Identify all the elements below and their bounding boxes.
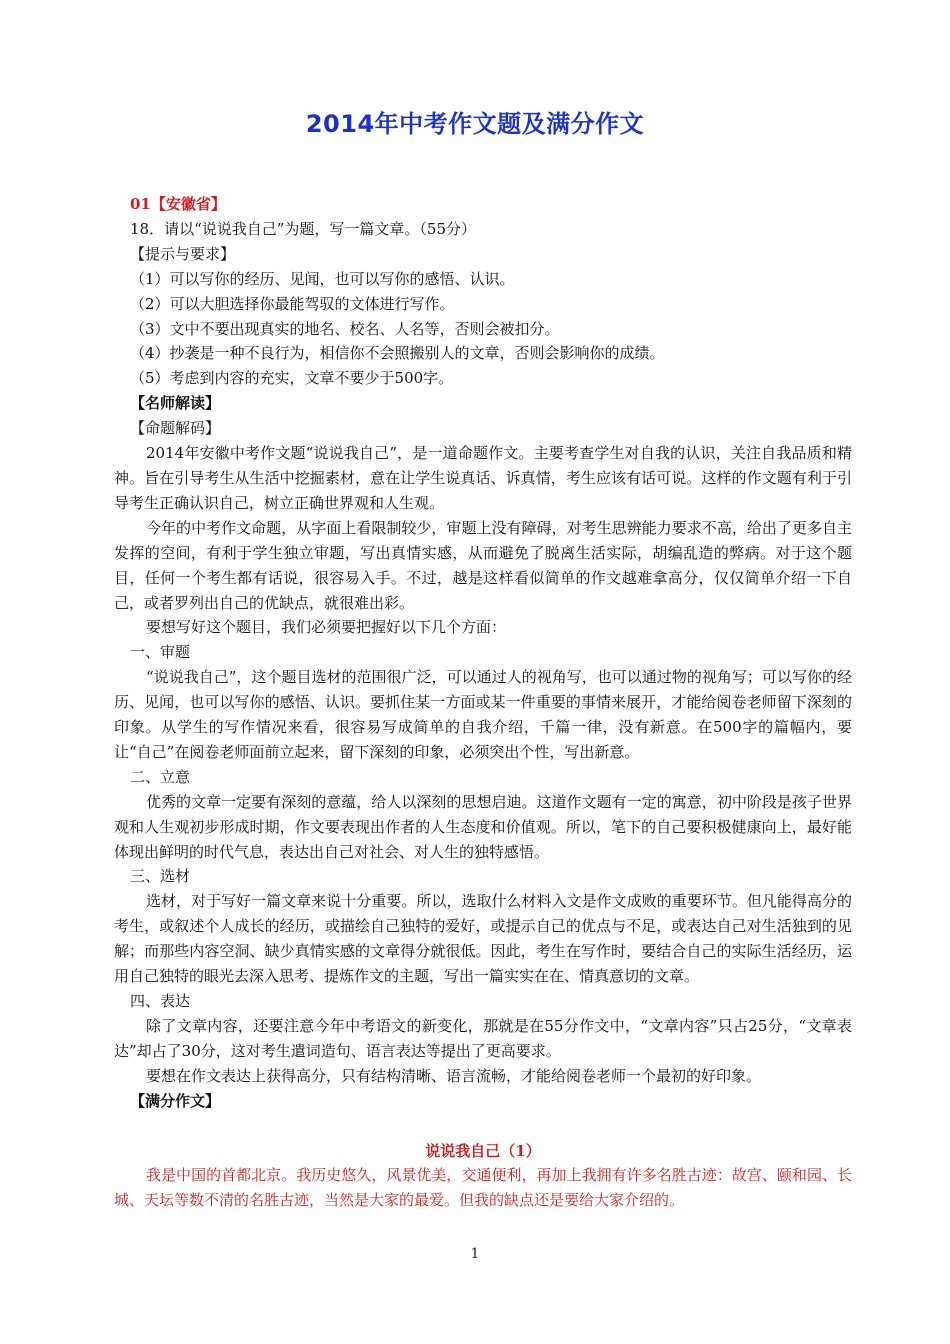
decode-paragraph: 要想写好这个题目，我们必须要把握好以下几个方面： <box>146 618 507 637</box>
hint-item: （4）抄袭是一种不良行为，相信你不会照搬别人的文章，否则会影响你的成绩。 <box>130 344 665 363</box>
decode-paragraph: 2014年安徽中考作文题“说说我自己”，是一道命题作文。主要考查学生对自我的认识，关注自我品质和精神。旨在引导考生从生活中挖掘素材，意在让学生说真话、诉真情，考生应该有话可说。这样的作文题有利于引导考生正确认识自己，树立正确世界观和人生观。 <box>114 444 852 512</box>
aspect-heading: 二、立意 <box>130 767 191 786</box>
hint-item: （3）文中不要出现真实的地名、校名、人名等，否则会被扣分。 <box>130 319 560 338</box>
hint-item: （5）考虑到内容的充实，文章不要少于500字。 <box>130 369 454 388</box>
document-title: 2014年中考作文题及满分作文 <box>305 110 645 138</box>
teacher-heading: 【名师解读】 <box>130 394 221 413</box>
fullmark-heading: 【满分作文】 <box>130 1091 221 1110</box>
hint-item: （1）可以写你的经历、见闻，也可以写你的感悟、认识。 <box>130 269 515 288</box>
hint-item: （2）可以大胆选择你最能驾驭的文体进行写作。 <box>130 294 455 313</box>
aspect-text: “说说我自己”，这个题目选材的范围很广泛，可以通过人的视角写，也可以通过物的视角写；可以写你的经历、见闻，也可以写你的感悟、认识。要抓住某一方面或某一件重要的事情来展开，才能给阅卷老师留下深刻的印象。从学生的写作情况来看，很容易写成简单的自我介绍，千篇一律，没有新意。在500字的篇幅内，要让“自己”在阅卷老师面前立起来，留下深刻的印象，必须突出个性，写出新意。 <box>114 668 852 761</box>
essay-title: 说说我自己（1） <box>425 1141 541 1160</box>
question-text: 18．请以“说说我自己”为题，写一篇文章。（55分） <box>130 219 477 238</box>
aspect-heading: 一、审题 <box>130 643 191 662</box>
aspect-text: 除了文章内容，还要注意今年中考语文的新变化，那就是在55分作文中，“文章内容”只占25分，“文章表达”却占了30分，这对考生遣词造句、语言表达等提出了更高要求。 <box>114 1016 852 1060</box>
aspect-text: 优秀的文章一定要有深刻的意蕴，给人以深刻的思想启迪。这道作文题有一定的寓意，初中阶段是孩子世界观和人生观初步形成时期，作文要表现出作者的人生态度和价值观。所以，笔下的自己要积极健康向上，最好能体现出鲜明的时代气息，表达出自己对社会、对人生的独特感悟。 <box>114 792 852 861</box>
page-number: 1 <box>470 1246 480 1262</box>
closing-paragraph: 要想在作文表达上获得高分，只有结构清晰、语言流畅，才能给阅卷老师一个最初的好印象。 <box>146 1066 762 1085</box>
document-body <box>114 192 852 1213</box>
hints-heading: 【提示与要求】 <box>130 244 236 263</box>
decode-paragraph: 今年的中考作文命题，从字面上看限制较少，审题上没有障碍，对考生思辨能力要求不高，给出了更多自主发挥的空间，有利于学生独立审题，写出真情实感，从而避免了脱离生活实际，胡编乱造的弊病。对于这个题目，任何一个考生都有话说，很容易入手。不过，越是这样看似简单的作文越难拿高分，仅仅简单介绍一下自己，或者罗列出自己的优缺点，就很难出彩。 <box>114 518 852 612</box>
aspect-heading: 三、选材 <box>130 867 191 886</box>
aspect-heading: 四、表达 <box>130 992 191 1010</box>
aspect-text: 选材，对于写好一篇文章来说十分重要。所以，选取什么材料入文是作文成败的重要环节。但凡能得高分的考生，或叙述个人成长的经历，或描绘自己独特的爱好，或提示自己的优点与不足，或表达自己对生活独到的见解；而那些内容空洞、缺少真情实感的文章得分就很低。因此，考生在写作时，要结合自己的实际生活经历，运用自己独特的眼光去深入思考、提炼作文的主题，写出一篇实实在在、情真意切的文章。 <box>114 892 852 986</box>
essay-text: 我是中国的首都北京。我历史悠久，风景优美，交通便利，再加上我拥有许多名胜古迹：故宫、颐和园、长城、天坛等数不清的名胜古迹，当然是大家的最爱。但我的缺点还是要给大家介绍的。 <box>114 1166 852 1210</box>
section-label: 01【安徽省】 <box>130 195 226 213</box>
decode-heading: 【命题解码】 <box>130 419 221 438</box>
